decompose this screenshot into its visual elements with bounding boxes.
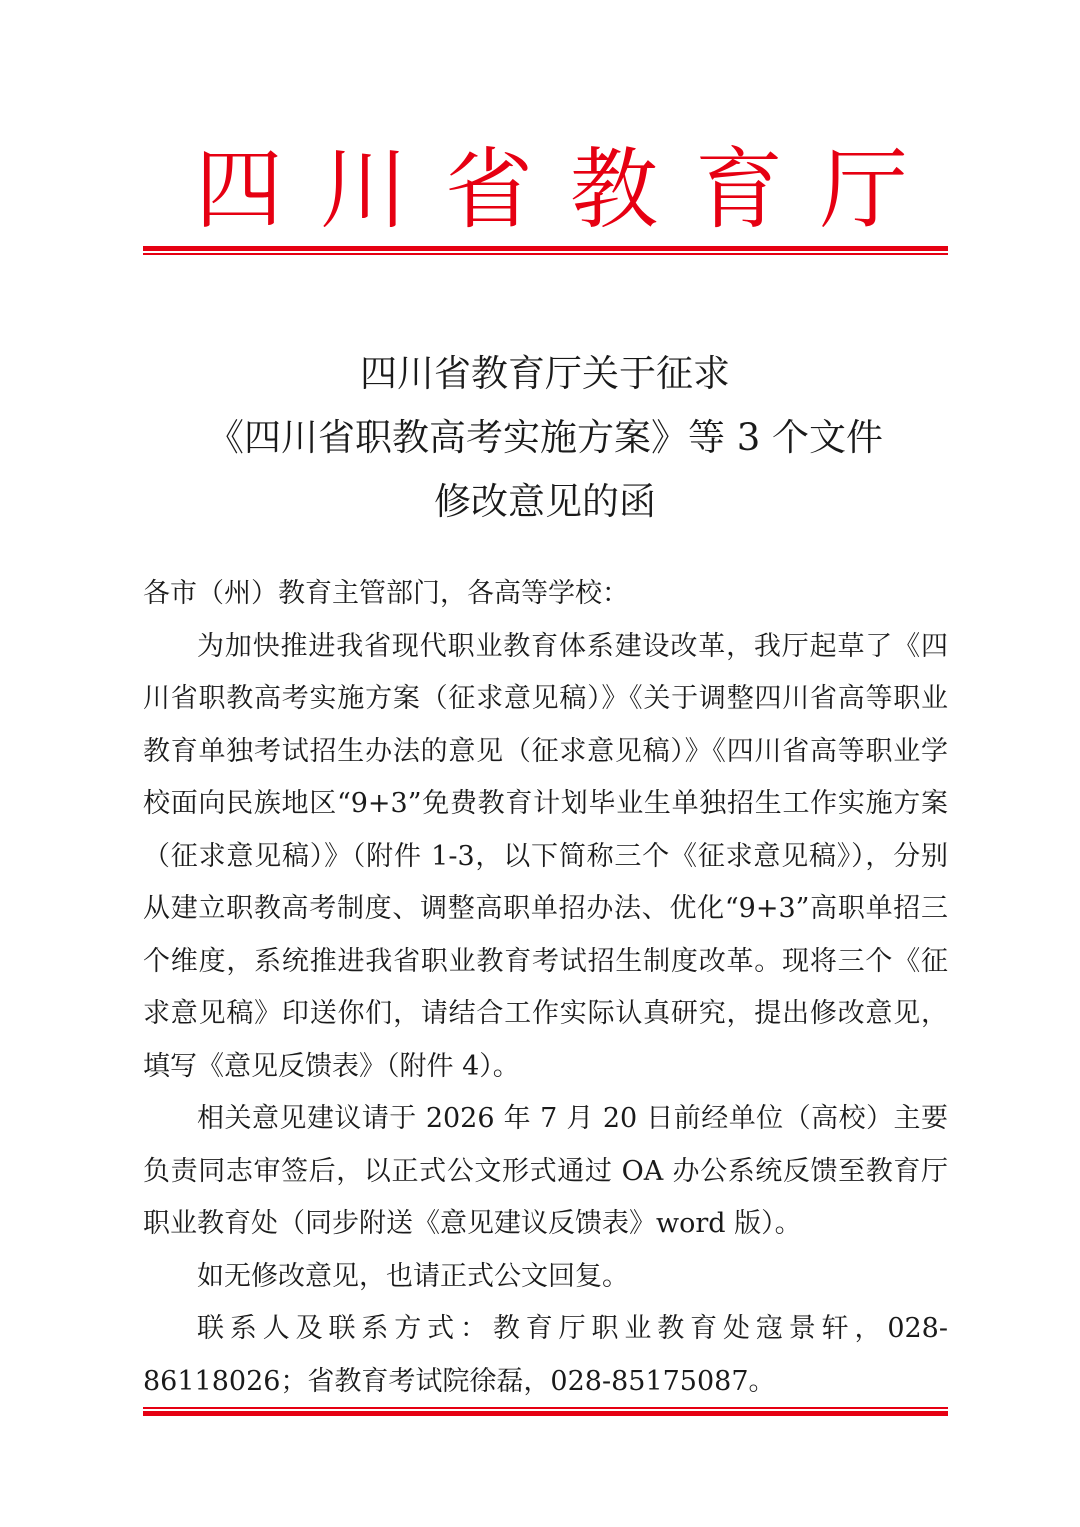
document-title	[140, 342, 950, 534]
masthead-char: 川	[319, 138, 408, 241]
contact-paragraph: 联系人及联系方式：教育厅职业教育处寇景轩，028-86118026；省教育考试院徐磊，028-85175087。	[143, 1313, 948, 1397]
masthead-divider-thick	[143, 246, 948, 251]
footer-divider-thick	[143, 1411, 948, 1416]
body-paragraph: 如无修改意见，也请正式公文回复。	[197, 1260, 629, 1292]
salutation: 各市（州）教育主管部门，各高等学校：	[143, 578, 629, 609]
title-line: 四川省教育厅关于征求	[360, 352, 730, 395]
masthead-divider-thin	[143, 253, 948, 255]
masthead-char: 教	[569, 138, 658, 241]
masthead-char: 四	[195, 138, 284, 241]
masthead-char: 厅	[819, 138, 908, 241]
body-paragraph: 为加快推进我省现代职业教育体系建设改革，我厅起草了《四川省职教高考实施方案（征求意见稿）》《关于调整四川省高等职业教育单独考试招生办法的意见（征求意见稿）》《四川省高等职业学校面向民族地区“9+3”免费教育计划毕业生单独招生工作实施方案（征求意见稿）》（附件 1-3，以下简称三个《征求意见稿》），分别从建立职教高考制度、调整高职单招办法、优化“9+3”高职单招三个维度，系统推进我省职业教育考试招生制度改革。现将三个《征求意见稿》印送你们，请结合工作实际认真研究，提出修改意见，填写《意见反馈表》（附件 4）。	[143, 630, 948, 1082]
document-body	[143, 568, 948, 1408]
footer-divider-thin	[143, 1407, 948, 1409]
masthead	[140, 135, 948, 245]
title-line: 修改意见的函	[434, 480, 656, 523]
masthead-char: 省	[444, 138, 533, 241]
masthead-char: 育	[694, 138, 783, 241]
body-paragraph: 相关意见建议请于 2026 年 7 月 20 日前经单位（高校）主要负责同志审签后，以正式公文形式通过 OA 办公系统反馈至教育厅职业教育处（同步附送《意见建议反馈表》word 版）。	[143, 1103, 948, 1239]
title-line: 《四川省职教高考实施方案》等 3 个文件	[206, 416, 884, 459]
